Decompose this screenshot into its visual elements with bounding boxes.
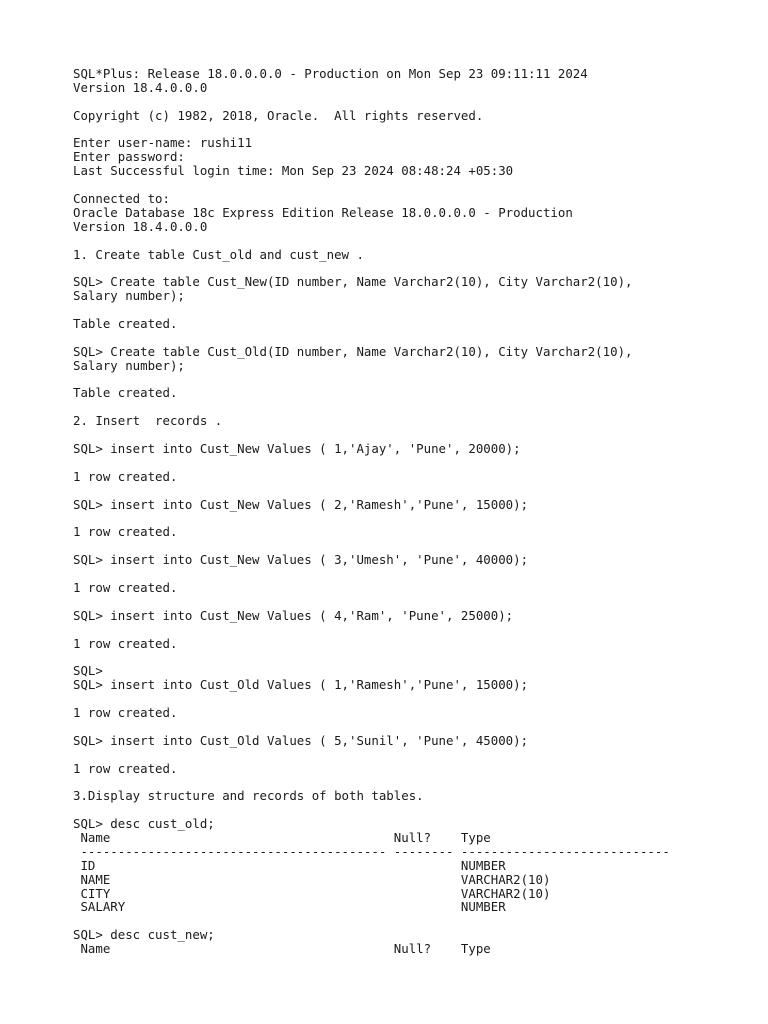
blank-line [73, 914, 753, 928]
section-heading-display: 3.Display structure and records of both tables. [73, 788, 424, 804]
blank-line [73, 373, 753, 387]
sql-command: SQL> Create table Cust_New(ID number, Name Varchar2(10), City Varchar2(10), [73, 274, 633, 290]
blank-line [73, 650, 753, 664]
desc-table-header: Name Null? Type [73, 941, 491, 957]
connected-to-line: Connected to: [73, 191, 170, 207]
sql-command: SQL> desc cust_old; [73, 816, 215, 832]
blank-line [73, 331, 753, 345]
blank-line [73, 720, 753, 734]
blank-line [73, 595, 753, 609]
sql-command: SQL> insert into Cust_New Values ( 2,'Ramesh','Pune', 15000); [73, 496, 529, 512]
blank-line [73, 261, 753, 275]
last-login-line: Last Successful login time: Mon Sep 23 2024 08:48:24 +05:30 [73, 163, 514, 179]
version-line: Version 18.4.0.0.0 [73, 79, 208, 95]
copyright-line: Copyright (c) 1982, 2018, Oracle. All rights reserved. [73, 107, 484, 123]
blank-line [73, 512, 753, 526]
desc-table-header: Name Null? Type [73, 829, 491, 845]
sqlplus-banner: SQL*Plus: Release 18.0.0.0.0 - Production on Mon Sep 23 09:11:11 2024 [73, 66, 588, 81]
username-prompt: Enter user-name: rushi11 [73, 135, 253, 151]
blank-line [73, 234, 753, 248]
sql-command-continuation: Salary number); [73, 357, 185, 373]
sql-result: 1 row created. [73, 704, 178, 720]
database-edition-line: Oracle Database 18c Express Edition Release 18.0.0.0.0 - Production [73, 204, 573, 220]
sql-result: 1 row created. [73, 524, 178, 540]
blank-line [73, 123, 753, 137]
blank-line [73, 400, 753, 414]
sql-result: 1 row created. [73, 468, 178, 484]
blank-line [73, 567, 753, 581]
sql-command: SQL> desc cust_new; [73, 927, 215, 943]
sql-command: SQL> insert into Cust_New Values ( 4,'Ram', 'Pune', 25000); [73, 607, 514, 623]
desc-table-separator: ----------------------------------------- -------- ---------------------------- [73, 843, 670, 859]
desc-table-row: NAME VARCHAR2(10) [73, 871, 551, 887]
blank-line [73, 748, 753, 762]
blank-line [73, 623, 753, 637]
sql-command: SQL> insert into Cust_Old Values ( 1,'Ramesh','Pune', 15000); [73, 677, 529, 693]
desc-table-row: CITY VARCHAR2(10) [73, 885, 551, 901]
blank-line [73, 428, 753, 442]
section-heading-create: 1. Create table Cust_old and cust_new . [73, 246, 364, 262]
sql-result: Table created. [73, 385, 178, 401]
sql-prompt: SQL> [73, 663, 103, 679]
sql-command-continuation: Salary number); [73, 288, 185, 304]
blank-line [73, 803, 753, 817]
sql-command: SQL> insert into Cust_New Values ( 1,'Ajay', 'Pune', 20000); [73, 441, 521, 457]
password-prompt: Enter password: [73, 149, 185, 165]
blank-line [73, 692, 753, 706]
desc-table-row: ID NUMBER [73, 857, 506, 873]
sql-result: 1 row created. [73, 760, 178, 776]
blank-line [73, 484, 753, 498]
sql-command: SQL> Create table Cust_Old(ID number, Name Varchar2(10), City Varchar2(10), [73, 343, 633, 359]
blank-line [73, 775, 753, 789]
blank-line [73, 456, 753, 470]
blank-line [73, 95, 753, 109]
sql-result: Table created. [73, 316, 178, 332]
blank-line [73, 178, 753, 192]
sql-result: 1 row created. [73, 635, 178, 651]
sql-command: SQL> insert into Cust_Old Values ( 5,'Sunil', 'Pune', 45000); [73, 732, 529, 748]
version-line: Version 18.4.0.0.0 [73, 218, 208, 234]
blank-line [73, 539, 753, 553]
desc-table-row: SALARY NUMBER [73, 899, 506, 915]
sqlplus-session-transcript [73, 67, 753, 956]
sql-result: 1 row created. [73, 579, 178, 595]
section-heading-insert: 2. Insert records . [73, 413, 223, 429]
blank-line [73, 303, 753, 317]
sql-command: SQL> insert into Cust_New Values ( 3,'Umesh', 'Pune', 40000); [73, 552, 529, 568]
